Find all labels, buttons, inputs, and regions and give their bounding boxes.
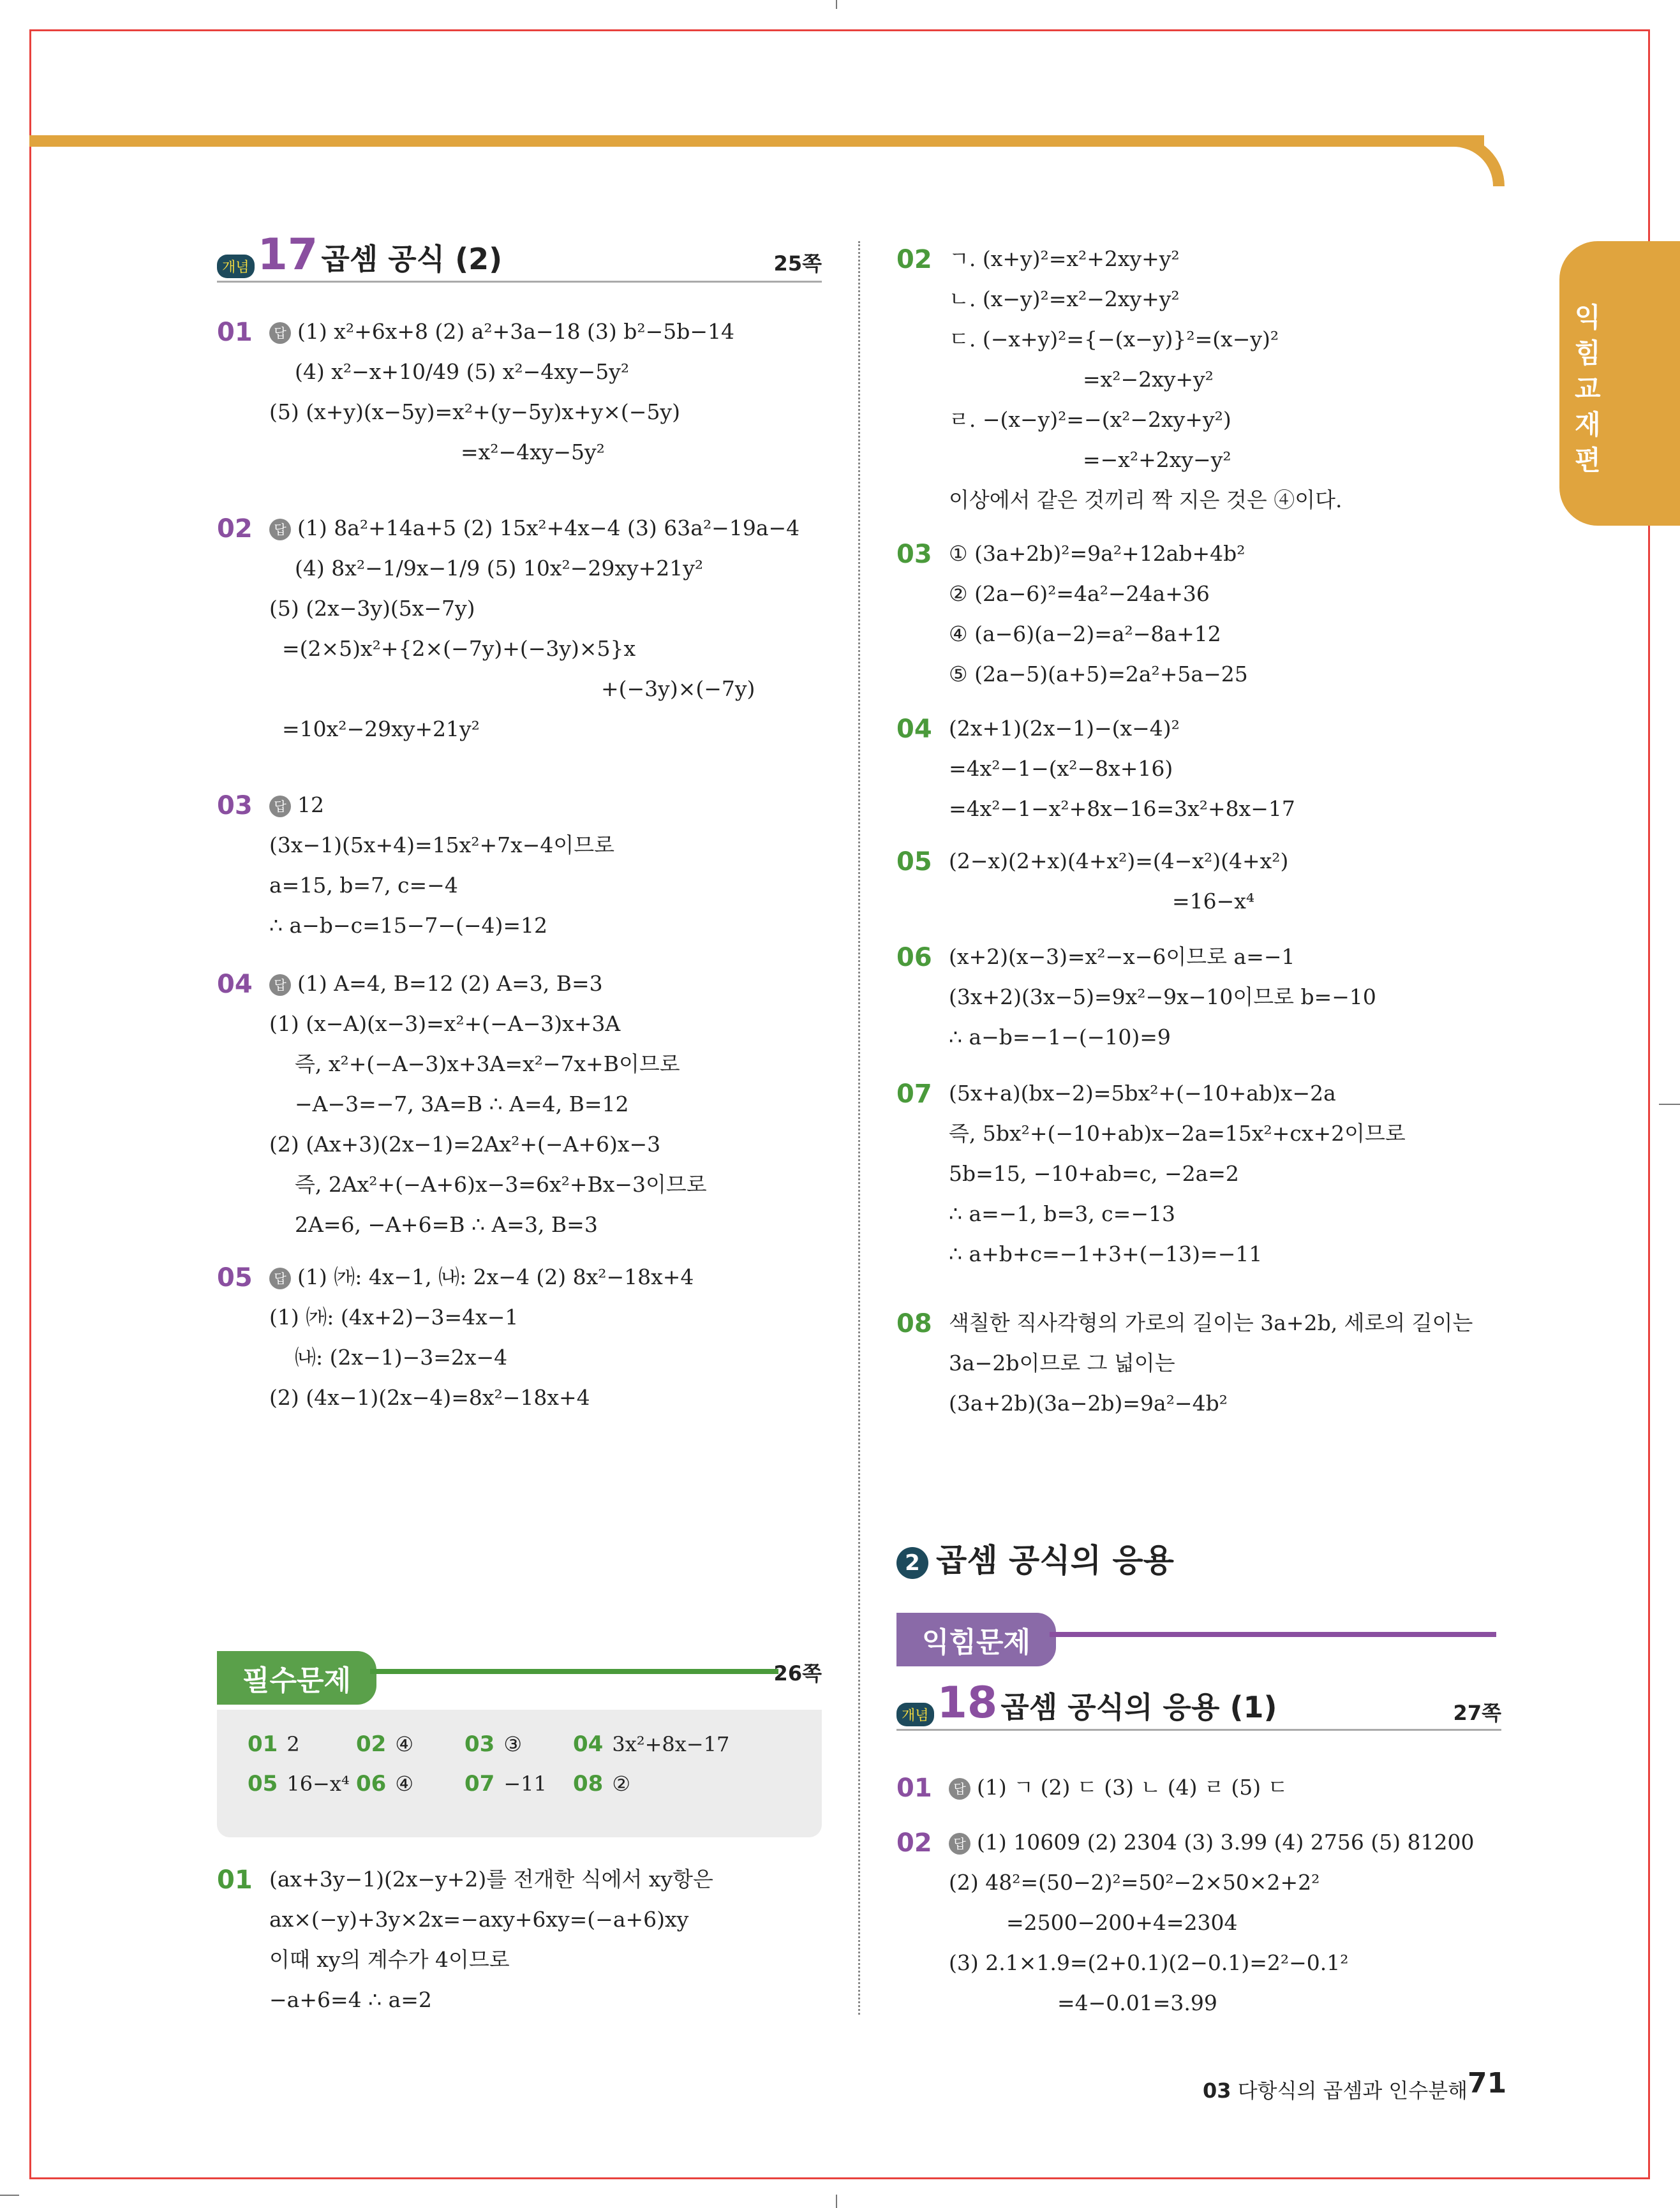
solution-line bbox=[949, 1775, 1288, 1800]
answer-number: 04 bbox=[573, 1731, 604, 1757]
solution-text: 즉, 2Ax²+(−A+6)x−3=6x²+Bx−3이므로 bbox=[295, 1172, 707, 1197]
page-number: 71 bbox=[1468, 2067, 1507, 2100]
solution-line bbox=[949, 246, 1180, 272]
answer-mark-icon: 답 bbox=[269, 796, 291, 817]
solution-text: =x²−4xy−5y² bbox=[461, 440, 605, 464]
problem-number: 02 bbox=[217, 514, 253, 544]
solution-text: 5b=15, −10+ab=c, −2a=2 bbox=[949, 1161, 1239, 1186]
solution-line bbox=[949, 541, 1245, 567]
solution-text: ∴ a=−1, b=3, c=−13 bbox=[949, 1201, 1175, 1226]
solution-text: (4) 8x²−1/9x−1/9 (5) 10x²−29xy+21y² bbox=[295, 556, 704, 581]
solution-line bbox=[1057, 1990, 1217, 2016]
solution-line bbox=[949, 1161, 1239, 1187]
solution-line bbox=[949, 984, 1376, 1010]
solution-line bbox=[269, 515, 799, 541]
solution-line bbox=[295, 1212, 598, 1238]
solution-text: (5) (x+y)(x−5y)=x²+(y−5y)x+y×(−5y) bbox=[269, 399, 680, 424]
solution-line bbox=[949, 796, 1295, 822]
solution-line bbox=[601, 676, 755, 702]
solution-line bbox=[269, 1132, 660, 1157]
answer-number: 03 bbox=[465, 1731, 495, 1757]
solution-line bbox=[949, 1870, 1319, 1895]
problem-number: 05 bbox=[217, 1263, 253, 1293]
problem-number: 03 bbox=[217, 791, 253, 820]
solution-line bbox=[949, 286, 1180, 312]
solution-line bbox=[949, 848, 1288, 874]
answer-item bbox=[465, 1771, 547, 1797]
solution-text: (3a+2b)(3a−2b)=9a²−4b² bbox=[949, 1391, 1228, 1416]
answer-item bbox=[573, 1771, 630, 1797]
answer-value: ③ bbox=[503, 1732, 523, 1756]
problem-number: 05 bbox=[896, 847, 932, 877]
solution-text: ⑤ (2a−5)(a+5)=2a²+5a−25 bbox=[949, 662, 1248, 686]
answer-number: 07 bbox=[465, 1771, 495, 1797]
solution-text: (5) (2x−3y)(5x−7y) bbox=[269, 596, 475, 621]
solution-line bbox=[269, 1264, 694, 1290]
solution-text: (2) (Ax+3)(2x−1)=2Ax²+(−A+6)x−3 bbox=[269, 1132, 661, 1157]
solution-line bbox=[269, 1305, 518, 1330]
solution-line bbox=[949, 1391, 1228, 1416]
section-2-heading bbox=[896, 1535, 1174, 1581]
answer-number: 02 bbox=[356, 1731, 387, 1757]
problem-number: 03 bbox=[896, 540, 932, 569]
answer-item bbox=[356, 1731, 413, 1757]
solution-text: 즉, x²+(−A−3)x+3A=x²−7x+B이므로 bbox=[295, 1051, 680, 1076]
solution-text: 2A=6, −A+6=B ∴ A=3, B=3 bbox=[295, 1212, 598, 1237]
solution-line bbox=[949, 1241, 1262, 1267]
solution-line bbox=[295, 1172, 707, 1197]
solution-text: (5x+a)(bx−2)=5bx²+(−10+ab)x−2a bbox=[949, 1081, 1336, 1106]
solution-text: 3a−2b이므로 그 넓이는 bbox=[949, 1351, 1175, 1375]
answer-number: 01 bbox=[248, 1731, 278, 1757]
solution-line bbox=[295, 1051, 680, 1077]
essential-label: 필수문제 bbox=[217, 1651, 376, 1705]
solution-text: (3x+2)(3x−5)=9x²−9x−10이므로 b=−10 bbox=[949, 984, 1376, 1009]
solution-line bbox=[269, 1385, 590, 1411]
solution-line bbox=[269, 1011, 620, 1037]
answer-item bbox=[356, 1771, 413, 1797]
concept-number: 17 bbox=[257, 230, 318, 280]
solution-text: =4x²−1−x²+8x−16=3x²+8x−17 bbox=[949, 796, 1295, 821]
answer-item bbox=[248, 1731, 300, 1757]
solution-text: =x²−2xy+y² bbox=[1083, 367, 1214, 392]
chapter-number: 03 bbox=[1203, 2078, 1231, 2103]
answer-value: ④ bbox=[395, 1772, 414, 1796]
solution-text: (1) x²+6x+8 (2) a²+3a−18 (3) b²−5b−14 bbox=[297, 319, 735, 344]
solution-text: 즉, 5bx²+(−10+ab)x−2a=15x²+cx+2이므로 bbox=[949, 1121, 1406, 1146]
solution-text: +(−3y)×(−7y) bbox=[601, 676, 755, 701]
crop-mark bbox=[0, 2195, 19, 2196]
practice-label-bar bbox=[896, 1613, 1501, 1657]
solution-line bbox=[949, 716, 1180, 741]
solution-line bbox=[295, 1092, 628, 1117]
answer-item bbox=[465, 1731, 522, 1757]
solution-line bbox=[461, 440, 605, 465]
solution-text: (1) (x−A)(x−3)=x²+(−A−3)x+3A bbox=[269, 1011, 621, 1036]
side-tab-label: 익힘교재편 bbox=[1575, 302, 1601, 476]
solution-line bbox=[949, 1121, 1406, 1146]
solution-text: ∴ a−b−c=15−7−(−4)=12 bbox=[269, 913, 548, 938]
concept-title: 곱셈 공식 (2) bbox=[321, 242, 503, 276]
solution-line bbox=[949, 1830, 1475, 1855]
solution-line bbox=[269, 596, 475, 621]
problem-number: 07 bbox=[896, 1079, 932, 1109]
answer-item bbox=[248, 1771, 350, 1797]
solution-text: =4−0.01=3.99 bbox=[1057, 1990, 1217, 2015]
answer-mark-icon: 답 bbox=[949, 1778, 970, 1800]
solution-text: (1) 8a²+14a+5 (2) 15x²+4x−4 (3) 63a²−19a−4 bbox=[297, 515, 800, 540]
solution-text: −A−3=−7, 3A=B ∴ A=4, B=12 bbox=[295, 1092, 629, 1116]
solution-text: ④ (a−6)(a−2)=a²−8a+12 bbox=[949, 621, 1221, 646]
solution-line bbox=[295, 1345, 507, 1370]
solution-text: a=15, b=7, c=−4 bbox=[269, 873, 458, 898]
solution-line bbox=[269, 913, 547, 938]
solution-text: =4x²−1−(x²−8x+16) bbox=[949, 756, 1173, 781]
page-ref: 25쪽 bbox=[773, 251, 822, 276]
practice-label: 익힘문제 bbox=[896, 1613, 1056, 1666]
solution-line bbox=[949, 1950, 1348, 1976]
solution-line bbox=[949, 1310, 1473, 1336]
solution-text: ② (2a−6)²=4a²−24a+36 bbox=[949, 581, 1210, 606]
solution-line bbox=[1083, 447, 1231, 473]
solution-text: =(2×5)x²+{2×(−7y)+(−3y)×5}x bbox=[282, 636, 636, 661]
section-2-title: 곱셈 공식의 응용 bbox=[936, 1542, 1174, 1579]
essential-page: 26쪽 bbox=[773, 1661, 822, 1686]
solution-text: 이상에서 같은 것끼리 짝 지은 것은 ④이다. bbox=[949, 487, 1342, 512]
solution-text: ㄱ. (x+y)²=x²+2xy+y² bbox=[949, 246, 1180, 271]
solution-text: =2500−200+4=2304 bbox=[1006, 1910, 1238, 1935]
solution-text: (2x+1)(2x−1)−(x−4)² bbox=[949, 716, 1180, 741]
solution-line bbox=[949, 1025, 1171, 1050]
solution-line: (ax+3y−1)(2x−y+2)를 전개한 식에서 xy항은 bbox=[269, 1867, 713, 1892]
column-divider bbox=[858, 241, 860, 2015]
solution-text: (1) A=4, B=12 (2) A=3, B=3 bbox=[297, 971, 603, 996]
solution-text: (4) x²−x+10/49 (5) x²−4xy−5y² bbox=[295, 359, 630, 384]
answer-number: 08 bbox=[573, 1771, 604, 1797]
solution-line bbox=[949, 621, 1221, 647]
solution-text: ㄴ. (x−y)²=x²−2xy+y² bbox=[949, 286, 1180, 311]
solution-line bbox=[269, 792, 324, 818]
solution-text: ∴ a+b+c=−1+3+(−13)=−11 bbox=[949, 1241, 1263, 1266]
problem-number: 08 bbox=[896, 1309, 932, 1338]
solution-text: =−x²+2xy−y² bbox=[1083, 447, 1231, 472]
problem-number: 01 bbox=[896, 1774, 932, 1803]
answer-mark-icon: 답 bbox=[269, 322, 291, 344]
section-number-circle: 2 bbox=[896, 1547, 928, 1579]
solution-text: (2−x)(2+x)(4+x²)=(4−x²)(4+x²) bbox=[949, 848, 1289, 873]
crop-mark bbox=[1659, 1104, 1680, 1105]
solution-text: =16−x⁴ bbox=[1172, 889, 1255, 914]
answer-value: 16−x⁴ bbox=[286, 1772, 350, 1796]
solution-line bbox=[269, 971, 603, 997]
footer-chapter bbox=[1203, 2075, 1468, 2104]
concept-number: 18 bbox=[937, 1678, 998, 1728]
problem-number: 01 bbox=[217, 1865, 253, 1895]
answer-value: 3x²+8x−17 bbox=[612, 1732, 730, 1756]
solution-line bbox=[949, 1201, 1175, 1227]
solution-text: (3) 2.1×1.9=(2+0.1)(2−0.1)=2²−0.1² bbox=[949, 1950, 1349, 1975]
solution-text: (1) ㈎: (4x+2)−3=4x−1 bbox=[269, 1305, 519, 1330]
chapter-title: 다항식의 곱셈과 인수분해 bbox=[1237, 2078, 1468, 2103]
solution-line bbox=[949, 1081, 1336, 1106]
answer-mark-icon: 답 bbox=[949, 1833, 970, 1855]
concept-badge: 개념 bbox=[217, 255, 255, 278]
answer-mark-icon: 답 bbox=[269, 974, 291, 996]
solution-line: −a+6=4 ∴ a=2 bbox=[269, 1987, 432, 2012]
solution-line bbox=[1006, 1910, 1238, 1936]
solution-line bbox=[295, 556, 703, 581]
solution-line bbox=[269, 319, 734, 345]
solution-line bbox=[1083, 367, 1214, 392]
essential-line bbox=[370, 1669, 778, 1674]
top-accent-bar bbox=[29, 135, 1484, 147]
solution-text: ㄹ. −(x−y)²=−(x²−2xy+y²) bbox=[949, 407, 1231, 432]
solution-line bbox=[269, 873, 458, 898]
concept-title: 곱셈 공식의 응용 (1) bbox=[1000, 1690, 1277, 1724]
solution-line bbox=[295, 359, 629, 385]
solution-text: (1) 10609 (2) 2304 (3) 3.99 (4) 2756 (5) 81200 bbox=[977, 1830, 1475, 1855]
solution-line bbox=[949, 581, 1210, 607]
solution-text: ∴ a−b=−1−(−10)=9 bbox=[949, 1025, 1171, 1049]
problem-number: 02 bbox=[896, 245, 932, 274]
solution-text: (2) 48²=(50−2)²=50²−2×50×2+2² bbox=[949, 1870, 1320, 1895]
problem-number: 01 bbox=[217, 318, 253, 347]
solution-text: ① (3a+2b)²=9a²+12ab+4b² bbox=[949, 541, 1245, 566]
solution-text: 12 bbox=[297, 792, 324, 817]
solution-text: (x+2)(x−3)=x²−x−6이므로 a=−1 bbox=[949, 944, 1295, 969]
solution-text: ㄷ. (−x+y)²={−(x−y)}²=(x−y)² bbox=[949, 327, 1279, 352]
crop-mark bbox=[836, 0, 837, 9]
answer-value: −11 bbox=[503, 1772, 547, 1796]
solution-text: (3x−1)(5x+4)=15x²+7x−4이므로 bbox=[269, 833, 615, 857]
answer-item bbox=[573, 1731, 729, 1757]
problem-number: 04 bbox=[217, 970, 253, 999]
solution-line bbox=[282, 716, 480, 742]
answer-value: ④ bbox=[395, 1732, 414, 1756]
solution-line bbox=[949, 407, 1231, 433]
solution-line bbox=[949, 1351, 1175, 1376]
problem-number: 06 bbox=[896, 943, 932, 972]
answer-value: ② bbox=[612, 1772, 631, 1796]
concept-badge: 개념 bbox=[896, 1703, 934, 1726]
solution-line bbox=[269, 399, 680, 425]
page-border bbox=[29, 29, 1650, 2179]
answer-number: 05 bbox=[248, 1771, 278, 1797]
solution-line bbox=[269, 833, 614, 858]
solution-line bbox=[282, 636, 636, 662]
section-header-17 bbox=[217, 230, 822, 283]
solution-line bbox=[1172, 889, 1254, 914]
solution-text: (2) (4x−1)(2x−4)=8x²−18x+4 bbox=[269, 1385, 590, 1410]
solution-line: 이때 xy의 계수가 4이므로 bbox=[269, 1947, 510, 1972]
section-header-18 bbox=[896, 1678, 1501, 1731]
crop-mark bbox=[836, 2195, 837, 2208]
solution-text: 색칠한 직사각형의 가로의 길이는 3a+2b, 세로의 길이는 bbox=[949, 1310, 1473, 1335]
answer-value: 2 bbox=[286, 1732, 300, 1756]
answer-number: 06 bbox=[356, 1771, 387, 1797]
solution-line bbox=[949, 487, 1342, 513]
answer-mark-icon: 답 bbox=[269, 519, 291, 540]
solution-line bbox=[949, 327, 1279, 352]
solution-text: =10x²−29xy+21y² bbox=[282, 716, 480, 741]
page-ref: 27쪽 bbox=[1453, 1701, 1501, 1725]
solution-text: ㈏: (2x−1)−3=2x−4 bbox=[295, 1345, 508, 1370]
essential-label-bar bbox=[217, 1651, 822, 1697]
answer-box bbox=[217, 1710, 822, 1837]
problem-number: 02 bbox=[896, 1828, 932, 1858]
solution-line: ax×(−y)+3y×2x=−axy+6xy=(−a+6)xy bbox=[269, 1907, 689, 1932]
practice-line bbox=[1050, 1632, 1496, 1637]
solution-line bbox=[949, 944, 1295, 970]
answer-mark-icon: 답 bbox=[269, 1268, 291, 1289]
solution-line bbox=[949, 756, 1173, 782]
solution-line bbox=[949, 662, 1248, 687]
solution-text: (1) ㄱ (2) ㄷ (3) ㄴ (4) ㄹ (5) ㄷ bbox=[977, 1775, 1288, 1800]
problem-number: 04 bbox=[896, 715, 932, 744]
solution-text: (1) ㈎: 4x−1, ㈏: 2x−4 (2) 8x²−18x+4 bbox=[297, 1264, 694, 1289]
